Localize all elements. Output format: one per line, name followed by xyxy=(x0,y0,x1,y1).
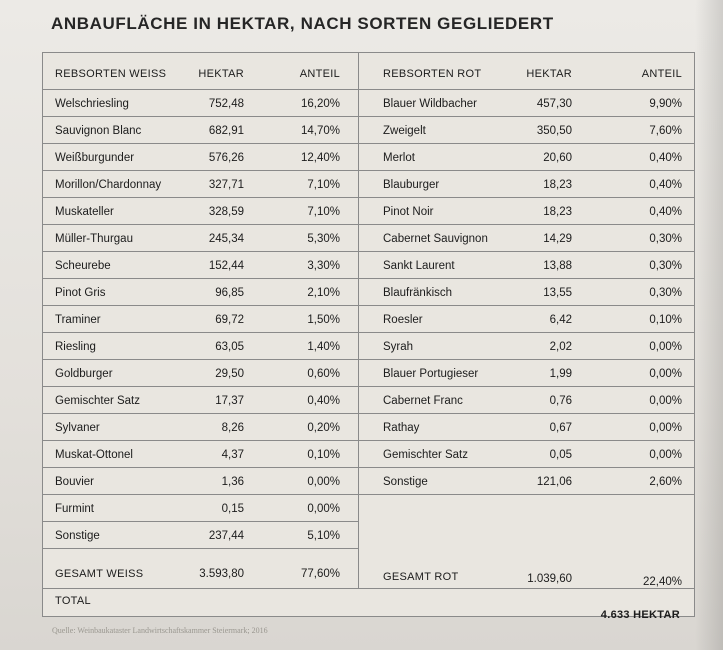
row-separator xyxy=(42,332,358,333)
red-variety-name: Blauer Wildbacher xyxy=(383,98,477,110)
column-header-hectare: HEKTAR xyxy=(198,68,244,80)
red-variety-hectare: 6,42 xyxy=(549,314,572,326)
red-variety-share: 7,60% xyxy=(649,125,682,137)
white-variety-hectare: 29,50 xyxy=(215,368,244,380)
white-variety-hectare: 63,05 xyxy=(215,341,244,353)
red-total-hectare: 1.039,60 xyxy=(527,573,572,585)
source-note: Quelle: Weinbaukataster Landwirtschaftskammer Steiermark; 2016 xyxy=(52,626,268,635)
row-separator xyxy=(42,467,358,468)
white-variety-share: 3,30% xyxy=(307,260,340,272)
white-variety-hectare: 245,34 xyxy=(208,233,244,245)
red-variety-name: Blaufränkisch xyxy=(383,287,453,299)
row-separator xyxy=(42,440,358,441)
red-variety-hectare: 2,02 xyxy=(549,341,572,353)
red-variety-share: 2,60% xyxy=(649,476,682,488)
white-variety-share: 5,10% xyxy=(307,530,340,542)
row-separator xyxy=(359,116,695,117)
red-variety-share: 0,40% xyxy=(649,206,682,218)
red-variety-hectare: 121,06 xyxy=(536,476,572,488)
red-variety-hectare: 14,29 xyxy=(543,233,572,245)
row-separator xyxy=(42,305,358,306)
white-variety-share: 5,30% xyxy=(307,233,340,245)
white-variety-name: Morillon/Chardonnay xyxy=(55,179,162,191)
row-separator xyxy=(42,494,358,495)
row-separator xyxy=(359,251,695,252)
row-separator xyxy=(42,251,358,252)
white-variety-hectare: 327,71 xyxy=(208,179,244,191)
row-separator xyxy=(42,413,358,414)
red-variety-share: 9,90% xyxy=(649,98,682,110)
red-variety-name: Syrah xyxy=(383,341,414,353)
row-separator xyxy=(359,494,695,495)
white-variety-name: Gemischter Satz xyxy=(55,395,140,407)
white-variety-hectare: 237,44 xyxy=(208,530,244,542)
red-variety-share: 0,00% xyxy=(649,449,682,461)
row-separator xyxy=(42,197,358,198)
white-total-label: GESAMT WEISS xyxy=(55,568,144,580)
white-variety-name: Sonstige xyxy=(55,530,100,542)
page-edge-shadow xyxy=(695,0,723,650)
red-variety-share: 0,00% xyxy=(649,368,682,380)
red-variety-name: Zweigelt xyxy=(383,125,426,137)
row-separator xyxy=(42,386,358,387)
white-variety-hectare: 1,36 xyxy=(221,476,244,488)
white-total-hectare: 3.593,80 xyxy=(199,568,244,580)
row-separator xyxy=(42,170,358,171)
red-variety-hectare: 18,23 xyxy=(543,206,572,218)
row-separator xyxy=(42,116,358,117)
header-separator xyxy=(42,89,358,90)
column-header-hectare: HEKTAR xyxy=(526,68,572,80)
red-variety-share: 0,00% xyxy=(649,395,682,407)
white-variety-hectare: 0,15 xyxy=(221,503,244,515)
red-variety-name: Roesler xyxy=(383,314,423,326)
red-variety-share: 0,00% xyxy=(649,341,682,353)
red-variety-hectare: 350,50 xyxy=(536,125,572,137)
red-variety-name: Cabernet Sauvignon xyxy=(383,233,488,245)
row-separator xyxy=(42,521,358,522)
red-variety-name: Sankt Laurent xyxy=(383,260,455,272)
white-variety-name: Sauvignon Blanc xyxy=(55,125,142,137)
white-variety-share: 2,10% xyxy=(307,287,340,299)
white-variety-name: Muskat-Ottonel xyxy=(55,449,133,461)
red-variety-name: Sonstige xyxy=(383,476,428,488)
red-variety-share: 0,40% xyxy=(649,179,682,191)
red-variety-hectare: 0,76 xyxy=(549,395,572,407)
red-total-label: GESAMT ROT xyxy=(383,571,459,583)
white-variety-share: 0,20% xyxy=(307,422,340,434)
white-variety-share: 0,60% xyxy=(307,368,340,380)
white-variety-hectare: 752,48 xyxy=(208,98,244,110)
white-variety-name: Goldburger xyxy=(55,368,113,380)
red-variety-name: Pinot Noir xyxy=(383,206,434,218)
column-divider xyxy=(358,52,359,588)
red-variety-hectare: 0,67 xyxy=(549,422,572,434)
red-variety-hectare: 1,99 xyxy=(549,368,572,380)
row-separator xyxy=(359,332,695,333)
row-separator xyxy=(359,440,695,441)
white-variety-hectare: 8,26 xyxy=(221,422,244,434)
red-variety-name: Merlot xyxy=(383,152,415,164)
row-separator xyxy=(42,548,358,549)
red-variety-name: Cabernet Franc xyxy=(383,395,463,407)
white-variety-hectare: 96,85 xyxy=(215,287,244,299)
white-variety-share: 1,40% xyxy=(307,341,340,353)
red-variety-hectare: 20,60 xyxy=(543,152,572,164)
row-separator xyxy=(359,278,695,279)
white-variety-name: Müller-Thurgau xyxy=(55,233,133,245)
row-separator xyxy=(359,467,695,468)
row-separator xyxy=(359,197,695,198)
row-separator xyxy=(359,170,695,171)
header-separator xyxy=(359,89,695,90)
white-variety-hectare: 682,91 xyxy=(208,125,244,137)
white-variety-name: Furmint xyxy=(55,503,94,515)
red-variety-name: Blauer Portugieser xyxy=(383,368,479,380)
column-header-white-variety: REBSORTEN WEISS xyxy=(55,68,167,80)
white-variety-name: Scheurebe xyxy=(55,260,111,272)
row-separator xyxy=(359,413,695,414)
white-variety-name: Welschriesling xyxy=(55,98,129,110)
red-variety-name: Rathay xyxy=(383,422,420,434)
red-variety-hectare: 18,23 xyxy=(543,179,572,191)
white-variety-hectare: 576,26 xyxy=(208,152,244,164)
row-separator xyxy=(359,224,695,225)
column-header-share: ANTEIL xyxy=(299,68,340,80)
red-variety-name: Gemischter Satz xyxy=(383,449,468,461)
red-variety-share: 0,40% xyxy=(649,152,682,164)
row-separator xyxy=(42,359,358,360)
white-variety-share: 16,20% xyxy=(300,98,340,110)
white-variety-share: 14,70% xyxy=(300,125,340,137)
red-variety-share: 0,10% xyxy=(649,314,682,326)
white-total-share: 77,60% xyxy=(300,568,340,580)
white-variety-hectare: 4,37 xyxy=(221,449,244,461)
row-separator xyxy=(42,143,358,144)
red-variety-share: 0,30% xyxy=(649,233,682,245)
red-variety-share: 0,30% xyxy=(649,287,682,299)
column-header-share: ANTEIL xyxy=(641,68,682,80)
white-variety-share: 0,00% xyxy=(307,503,340,515)
white-variety-name: Bouvier xyxy=(55,476,94,488)
red-variety-share: 0,30% xyxy=(649,260,682,272)
white-variety-share: 0,40% xyxy=(307,395,340,407)
white-variety-name: Pinot Gris xyxy=(55,287,106,299)
red-variety-hectare: 13,55 xyxy=(543,287,572,299)
white-variety-share: 7,10% xyxy=(307,179,340,191)
white-variety-share: 12,40% xyxy=(300,152,340,164)
row-separator xyxy=(359,359,695,360)
white-variety-share: 0,00% xyxy=(307,476,340,488)
red-variety-share: 0,00% xyxy=(649,422,682,434)
red-total-share: 22,40% xyxy=(642,576,682,588)
column-header-red-variety: REBSORTEN ROT xyxy=(383,68,482,80)
row-separator xyxy=(359,305,695,306)
white-variety-hectare: 328,59 xyxy=(208,206,244,218)
white-variety-name: Muskateller xyxy=(55,206,114,218)
row-separator xyxy=(42,278,358,279)
row-separator xyxy=(359,386,695,387)
white-variety-share: 1,50% xyxy=(307,314,340,326)
red-variety-hectare: 457,30 xyxy=(536,98,572,110)
page-title: ANBAUFLÄCHE IN HEKTAR, NACH SORTEN GEGLIEDERT xyxy=(51,14,554,33)
grand-total-label: TOTAL xyxy=(55,595,91,607)
white-variety-hectare: 152,44 xyxy=(208,260,244,272)
red-variety-name: Blauburger xyxy=(383,179,440,191)
grand-total-value: 4.633 HEKTAR xyxy=(600,609,680,621)
white-variety-hectare: 69,72 xyxy=(215,314,244,326)
white-variety-name: Riesling xyxy=(55,341,96,353)
white-variety-name: Weißburgunder xyxy=(55,152,135,164)
red-variety-hectare: 0,05 xyxy=(549,449,572,461)
white-variety-name: Sylvaner xyxy=(55,422,100,434)
totals-separator xyxy=(42,588,695,589)
red-variety-hectare: 13,88 xyxy=(543,260,572,272)
white-variety-share: 7,10% xyxy=(307,206,340,218)
white-variety-name: Traminer xyxy=(55,314,101,326)
row-separator xyxy=(42,224,358,225)
row-separator xyxy=(359,143,695,144)
white-variety-share: 0,10% xyxy=(307,449,340,461)
white-variety-hectare: 17,37 xyxy=(215,395,244,407)
